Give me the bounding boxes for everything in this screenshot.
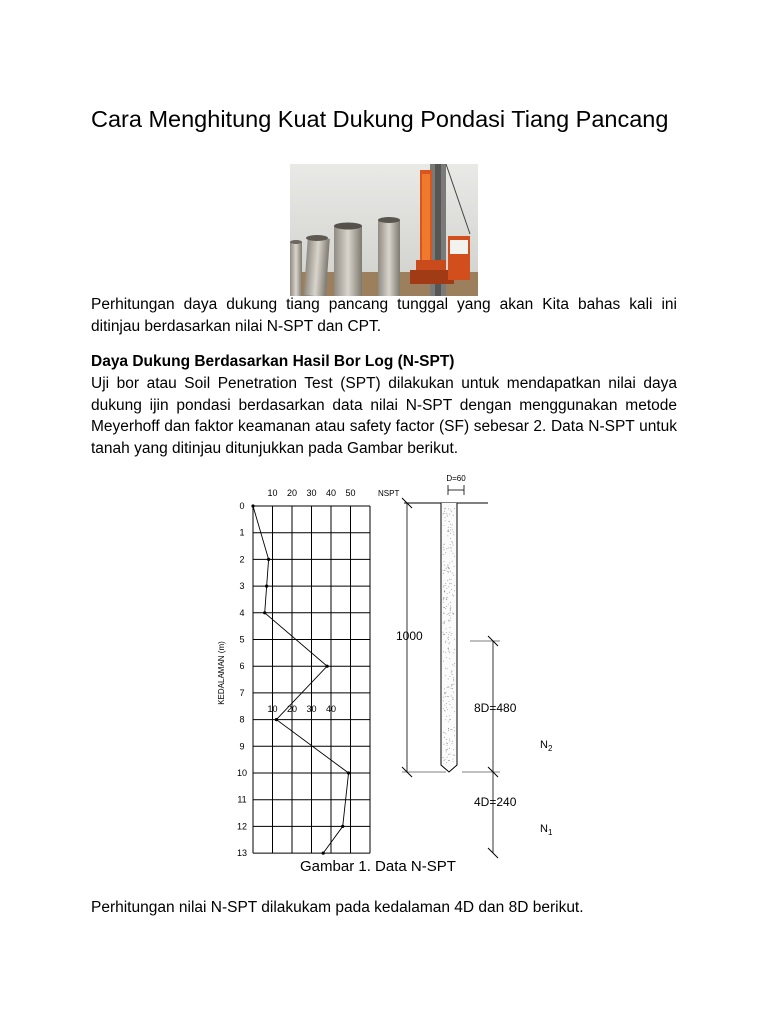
- pile-stipple-dot: [448, 531, 449, 532]
- y-tick-label: 1: [239, 527, 245, 538]
- y-tick-label: 8: [239, 714, 245, 725]
- nspt-data-point: [275, 718, 278, 721]
- pile-stipple-dot: [444, 525, 445, 526]
- pile-stipple-dot: [449, 701, 450, 702]
- pile-stipple-dot: [449, 739, 450, 740]
- pile-stipple-dot: [451, 688, 452, 689]
- pile-stipple-dot: [449, 562, 450, 563]
- y-tick-label: 10: [236, 768, 248, 778]
- pile-stipple-dot: [444, 585, 445, 586]
- pile-stipple-dot: [454, 711, 455, 712]
- n1-subscript: 1: [547, 828, 553, 837]
- pile-stipple-dot: [445, 642, 446, 643]
- pile-stipple-dot: [452, 542, 453, 543]
- pile-stipple-dot: [443, 708, 444, 709]
- pile-stipple-dot: [454, 590, 455, 591]
- pile-stipple-dot: [447, 535, 448, 536]
- pile-stipple-dot: [448, 508, 449, 509]
- pile-stipple-dot: [450, 618, 451, 619]
- inner-tick-labels: [267, 704, 336, 714]
- pile-stipple-dot: [446, 548, 447, 549]
- pile-stipple-dot: [446, 707, 447, 708]
- y-tick-label: 5: [239, 634, 245, 645]
- pile-stipple-dot: [453, 532, 454, 533]
- pile-stipple-dot: [447, 745, 448, 746]
- pile-stipple-dot: [454, 508, 455, 509]
- pile-stipple-dot: [449, 642, 450, 643]
- pile-stipple-dot: [446, 628, 447, 629]
- pile-stipple-dot: [451, 673, 452, 674]
- pile-stipple-dot: [444, 621, 445, 622]
- pile-stipple-dot: [444, 705, 445, 706]
- y-tick-label: 4: [239, 607, 245, 618]
- pile-stipple-dot: [451, 671, 452, 672]
- pile-stipple-dot: [454, 727, 455, 728]
- pile-stipple-dot: [443, 634, 444, 635]
- nspt-series-line: [253, 506, 349, 853]
- pile-stipple-dot: [447, 580, 448, 581]
- pile-stipple-dot: [443, 661, 444, 662]
- pile-stipple-dot: [450, 676, 451, 677]
- pile-stipple-dot: [443, 757, 444, 758]
- pile-stipple-dot: [444, 570, 445, 571]
- pile-stipple-dot: [444, 688, 445, 689]
- pile-stipple-dot: [443, 598, 444, 599]
- pile-stipple-dot: [453, 553, 454, 554]
- pile-stipple-dot: [450, 602, 451, 603]
- pile-stipple-dot: [450, 571, 451, 572]
- chart-grid: [253, 506, 370, 853]
- nspt-data-point: [322, 852, 325, 855]
- pile-stipple-dot: [445, 696, 446, 697]
- pile-stipple-dot: [452, 697, 453, 698]
- pile-stipple-dot: [449, 715, 450, 716]
- pile-stipple-dot: [448, 586, 449, 587]
- pile-stipple-dot: [445, 675, 446, 676]
- pile-stipple-dot: [446, 632, 447, 633]
- pile-stipple-dot: [450, 544, 451, 545]
- pile-stipple-dot: [450, 547, 451, 548]
- pile-stipple-dot: [452, 743, 453, 744]
- pile-stipple-dot: [452, 688, 453, 689]
- pile-stipple-dot: [447, 743, 448, 744]
- svg-text:N2: [540, 739, 553, 753]
- pile-stipple-dot: [445, 719, 446, 720]
- pile-stipple-dot: [448, 760, 449, 761]
- pile-stipple-dot: [449, 583, 450, 584]
- pile-stipple-dot: [450, 527, 451, 528]
- y-tick-label: 9: [239, 741, 245, 752]
- pile-stipple-dot: [454, 649, 455, 650]
- x-tick-label: 10: [267, 488, 278, 498]
- y-tick-label: 12: [236, 821, 248, 832]
- pile-stipple-dot: [446, 762, 447, 763]
- pile-stipple-dot: [450, 606, 451, 607]
- pile-stipple-dot: [443, 632, 444, 633]
- pile-stipple-dot: [449, 719, 450, 720]
- pile-driving-illustration: [290, 164, 478, 296]
- pile-stipple-dot: [444, 760, 445, 761]
- pile-stipple-dot: [452, 561, 453, 562]
- pile-stipple-dot: [447, 709, 448, 710]
- y-tick-label: 2: [239, 554, 245, 565]
- pile-stipple-dot: [443, 651, 444, 652]
- pile-stipple-dot: [444, 622, 445, 623]
- pile-stipple-dot: [450, 627, 451, 628]
- pile-stipple-dot: [443, 732, 444, 733]
- pile-stipple-dot: [446, 599, 447, 600]
- pile-stipple-dot: [446, 739, 447, 740]
- pile-length-label: 1000: [396, 629, 423, 643]
- pile-stipple-dot: [445, 693, 446, 694]
- pile-stipple-dot: [448, 565, 449, 566]
- pile-stipple-dot: [444, 692, 445, 693]
- pile-stipple-dot: [448, 547, 449, 548]
- pile-stipple-dot: [446, 513, 447, 514]
- inner-tick-label: 40: [325, 704, 337, 715]
- pile-stipple-dot: [452, 664, 453, 665]
- inner-tick-label: 10: [267, 704, 278, 715]
- pile-stipple-dot: [451, 684, 452, 685]
- pile-stipple-dot: [451, 551, 452, 552]
- pile-stipple-dot: [451, 589, 452, 590]
- pile-stipple-dot: [445, 608, 446, 609]
- pile-stipple-dot: [445, 733, 446, 734]
- pile-stipple-dot: [452, 573, 453, 574]
- pile-stipple-dot: [451, 583, 452, 584]
- pile-stipple-dot: [445, 668, 446, 669]
- dim-8d-label: 8D=480: [474, 701, 517, 715]
- pile-stipple-dot: [448, 634, 449, 635]
- pile-stipple-dot: [452, 595, 453, 596]
- pile-stipple-dot: [450, 533, 451, 534]
- pile-stipple-dot: [446, 606, 447, 607]
- pile-stipple-dot: [453, 679, 454, 680]
- n1-label: N: [540, 823, 548, 835]
- y-axis-label: KEDALAMAN (m): [217, 641, 226, 705]
- pile-stipple-dot: [446, 570, 447, 571]
- y-tick-label: 11: [237, 794, 247, 805]
- pile-stipple-dot: [453, 545, 454, 546]
- pile-stipple-dot: [447, 614, 448, 615]
- pile-stipple-dot: [451, 541, 452, 542]
- inner-tick-label: 20: [286, 704, 298, 715]
- pile-stipple-dot: [447, 515, 448, 516]
- pile-stipple-dot: [445, 749, 446, 750]
- pile-stipple-dot: [448, 567, 449, 568]
- pile-stipple-dot: [444, 744, 445, 745]
- pile-stipple-dot: [448, 530, 449, 531]
- pile-stipple-dot: [445, 520, 446, 521]
- pile-stipple-dot: [447, 687, 448, 688]
- pile-stipple-dot: [445, 711, 446, 712]
- pile-stipple-dot: [450, 620, 451, 621]
- pile-stipple-dot: [449, 514, 450, 515]
- x-tick-label: 20: [286, 488, 298, 498]
- pile-stipple-dot: [450, 729, 451, 730]
- figure-caption: Gambar 1. Data N-SPT: [300, 858, 456, 875]
- pile-stipple-dot: [447, 593, 448, 594]
- pile-stipple-dot: [453, 613, 454, 614]
- nspt-data-point: [326, 665, 329, 668]
- pile-driving-photo: [290, 164, 478, 296]
- pile-stipple-dot: [452, 529, 453, 530]
- pile-stipple-dot: [452, 707, 453, 708]
- pile-stipple-dot: [445, 552, 446, 553]
- y-tick-label: 3: [239, 581, 245, 592]
- x-tick-label: 40: [325, 488, 337, 498]
- y-tick-label: 7: [239, 687, 245, 698]
- pile-stipple-dot: [454, 730, 455, 731]
- pile-stipple-dot: [448, 651, 449, 652]
- pile-stipple-dot: [447, 696, 448, 697]
- pile-stipple-dot: [450, 609, 451, 610]
- nspt-data-point: [263, 611, 266, 614]
- nspt-data-point: [265, 585, 268, 588]
- pile-stipple-dot: [445, 692, 446, 693]
- n2-subscript: 2: [547, 744, 553, 753]
- pile-stipple-dot: [454, 665, 455, 666]
- pile-stipple-dot: [443, 700, 444, 701]
- pile-stipple-dot: [454, 585, 455, 586]
- pile-stipple-dot: [453, 684, 454, 685]
- pile-stipple-dot: [451, 696, 452, 697]
- pile-stipple-dot: [449, 579, 450, 580]
- pile-stipple-dot: [452, 613, 453, 614]
- pile-stipple-dot: [450, 754, 451, 755]
- pile-stipple-dot: [448, 754, 449, 755]
- pile-stipple-dot: [454, 556, 455, 557]
- pile-stipple-dot: [449, 658, 450, 659]
- pile-stipple-dot: [443, 697, 444, 698]
- pile-stipple-dot: [444, 607, 445, 608]
- pile-stipple-dot: [453, 652, 454, 653]
- svg-text:N1: [540, 823, 553, 837]
- pile-stipple-dot: [448, 637, 449, 638]
- pile-stipple-dot: [443, 573, 444, 574]
- pile-stipple-dot: [453, 749, 454, 750]
- y-tick-labels: [237, 501, 247, 858]
- pile-stipple-dot: [447, 638, 448, 639]
- pile-stipple-dot: [447, 597, 448, 598]
- nspt-data-point: [347, 771, 350, 774]
- inner-tick-label: 30: [306, 704, 317, 715]
- pile-stipple-dot: [443, 602, 444, 603]
- nspt-series-points: [251, 504, 350, 854]
- pile-stipple-dot: [446, 568, 447, 569]
- pile-stipple-dot: [448, 620, 449, 621]
- pile-stipple-dot: [449, 760, 450, 761]
- pile-diameter-label: D=60: [446, 474, 466, 483]
- pile-stipple-dot: [453, 677, 454, 678]
- nspt-chart: [210, 468, 580, 860]
- n2-label: N: [540, 739, 548, 751]
- pile-stipple-dot: [444, 561, 445, 562]
- pile-stipple-dot: [449, 521, 450, 522]
- pile-stipple-dot: [453, 754, 454, 755]
- pile-stipple-dot: [450, 610, 451, 611]
- pile-stipple-dot: [452, 759, 453, 760]
- pile-stipple-dot: [448, 639, 449, 640]
- pile-stipple-dot: [450, 719, 451, 720]
- pile-stipple-dot: [448, 728, 449, 729]
- pile-stipple-dot: [448, 679, 449, 680]
- pile-stipple-dot: [449, 748, 450, 749]
- pile-stipple-dot: [444, 693, 445, 694]
- pile-stipple-dot: [454, 735, 455, 736]
- pile-stipple-dot: [446, 657, 447, 658]
- pile-stipple-dot: [447, 516, 448, 517]
- pile-stipple-dot: [446, 751, 447, 752]
- pile-stipple-dot: [448, 648, 449, 649]
- pile-stipple-dot: [453, 515, 454, 516]
- nspt-axis-label: NSPT: [378, 489, 400, 498]
- pile-stipple-dot: [449, 643, 450, 644]
- pile-stipple-dot: [448, 572, 449, 573]
- y-tick-label: 0: [239, 501, 245, 511]
- pile-stipple-dot: [443, 607, 444, 608]
- pile-stipple-dot: [443, 599, 444, 600]
- pile-stipple-dot: [450, 704, 451, 705]
- pile-stipple-dot: [443, 554, 444, 555]
- pile-stipple-dot: [453, 761, 454, 762]
- pile-stipple-dot: [449, 615, 450, 616]
- nspt-data-point: [341, 825, 344, 828]
- pile-stipple-dot: [446, 716, 447, 717]
- pile-stipple-dot: [448, 721, 449, 722]
- pile-stipple-dot: [454, 755, 455, 756]
- pile-stipple-dot: [447, 531, 448, 532]
- pile-stipple-dot: [451, 548, 452, 549]
- pile-stipple-dot: [444, 597, 445, 598]
- pile-stipple-dot: [444, 511, 445, 512]
- pile-stipple-dot: [448, 649, 449, 650]
- pile-stipple-dot: [450, 538, 451, 539]
- pile-stipple-dot: [445, 641, 446, 642]
- y-tick-label: 6: [239, 661, 245, 672]
- pile-stipple-dot: [449, 592, 450, 593]
- pile-stipple-dot: [449, 687, 450, 688]
- pile-stipple-dot: [444, 737, 445, 738]
- pile-stipple-dot: [452, 674, 453, 675]
- pile-stipple-dot: [447, 749, 448, 750]
- pile-stipple-dot: [452, 741, 453, 742]
- pile-stipple-dot: [450, 510, 451, 511]
- pile-stipple-dot: [451, 511, 452, 512]
- pile-stipple-dot: [443, 587, 444, 588]
- pile-stipple-dot: [444, 549, 445, 550]
- pile-drawing: [396, 474, 553, 858]
- pile-stipple-dot: [447, 668, 448, 669]
- pile-stipple-dot: [454, 639, 455, 640]
- pile-stipple-dot: [452, 699, 453, 700]
- pile-stipple-dot: [443, 570, 444, 571]
- pile-stipple-dot: [445, 652, 446, 653]
- y-tick-label: 13: [236, 848, 248, 859]
- pile-stipple-dot: [444, 565, 445, 566]
- nspt-figure: [210, 468, 580, 860]
- pile-stipple-dot: [453, 692, 454, 693]
- x-tick-labels: [267, 488, 355, 498]
- pile-stipple-dot: [448, 730, 449, 731]
- pile-stipple-dot: [446, 703, 447, 704]
- pile-stipple-dot: [453, 680, 454, 681]
- pile-stipple-dot: [445, 585, 446, 586]
- pile-stipple-dot: [444, 613, 445, 614]
- pile-stipple-dot: [448, 527, 449, 528]
- pile-stipple-dot: [453, 595, 454, 596]
- pile-stipple-dot: [450, 530, 451, 531]
- pile-stipple-dot: [450, 612, 451, 613]
- closing-paragraph: Perhitungan nilai N-SPT dilakukam pada kedalaman 4D dan 8D berikut.: [91, 899, 584, 916]
- pile-stipple-dot: [452, 684, 453, 685]
- pile-stipple-dot: [449, 568, 450, 569]
- pile-stipple-dot: [450, 524, 451, 525]
- pile-stipple-dot: [451, 579, 452, 580]
- pile-stipple-dot: [454, 663, 455, 664]
- pile-stipple-dot: [447, 757, 448, 758]
- pile-stipple-dot: [453, 575, 454, 576]
- pile-stipple-dot: [448, 686, 449, 687]
- pile-stipple-dot: [443, 547, 444, 548]
- pile-stipple-dot: [444, 623, 445, 624]
- pile-stipple-dot: [452, 525, 453, 526]
- intro-paragraph: Perhitungan daya dukung tiang pancang tunggal yang akan Kita bahas kali ini ditinjau berdasarkan nilai N-SPT dan CPT.: [91, 296, 677, 335]
- pile-stipple-dot: [444, 544, 445, 545]
- nspt-data-point: [267, 558, 270, 561]
- pile-stipple-dot: [449, 632, 450, 633]
- pile-stipple-dot: [450, 607, 451, 608]
- pile-stipple-dot: [449, 741, 450, 742]
- pile-stipple-dot: [454, 566, 455, 567]
- nspt-data-point: [251, 504, 254, 507]
- pile-stipple-dot: [451, 633, 452, 634]
- pile-stipple-dot: [448, 604, 449, 605]
- pile-stipple-dot: [445, 759, 446, 760]
- section-heading: Daya Dukung Berdasarkan Hasil Bor Log (N-SPT): [91, 353, 455, 370]
- section-paragraph: Uji bor atau Soil Penetration Test (SPT) dilakukan untuk mendapatkan nilai daya dukung ijin pondasi berdasarkan data nilai N-SPT dengan menggunakan metode Meyerhoff dan faktor keamanan atau safety factor (SF) sebesar 2. Data N-SPT untuk tanah yang ditinjau ditunjukkan pada Gambar berikut.: [91, 375, 677, 457]
- pile-stipple-dot: [448, 613, 449, 614]
- pile-stipple-dot: [452, 729, 453, 730]
- pile-stipple-dot: [445, 517, 446, 518]
- pile-stipple-dot: [446, 743, 447, 744]
- article-title: Cara Menghitung Kuat Dukung Pondasi Tiang Pancang: [91, 106, 669, 132]
- pile-stipple-dot: [443, 513, 444, 514]
- pile-stipple-dot: [449, 621, 450, 622]
- pile-stipple-dot: [451, 685, 452, 686]
- pile-stipple-dot: [444, 513, 445, 514]
- pile-stipple-dot: [444, 591, 445, 592]
- pile-stipple-dot: [443, 622, 444, 623]
- pile-stipple-dot: [447, 567, 448, 568]
- dim-4d-label: 4D=240: [474, 795, 517, 809]
- pile-stipple-dot: [447, 571, 448, 572]
- pile-stipple-dot: [446, 597, 447, 598]
- pile-stipple-dot: [446, 588, 447, 589]
- pile-stipple-dot: [450, 635, 451, 636]
- pile-stipple-dot: [449, 652, 450, 653]
- pile-stipple-dot: [445, 583, 446, 584]
- pile-stipple-dot: [453, 534, 454, 535]
- x-tick-label: 30: [306, 488, 317, 498]
- pile-stipple-dot: [444, 634, 445, 635]
- pile-stipple-dot: [448, 696, 449, 697]
- x-tick-label: 50: [345, 488, 356, 498]
- pile-stipple-dot: [445, 508, 446, 509]
- pile-stipple-dot: [448, 531, 449, 532]
